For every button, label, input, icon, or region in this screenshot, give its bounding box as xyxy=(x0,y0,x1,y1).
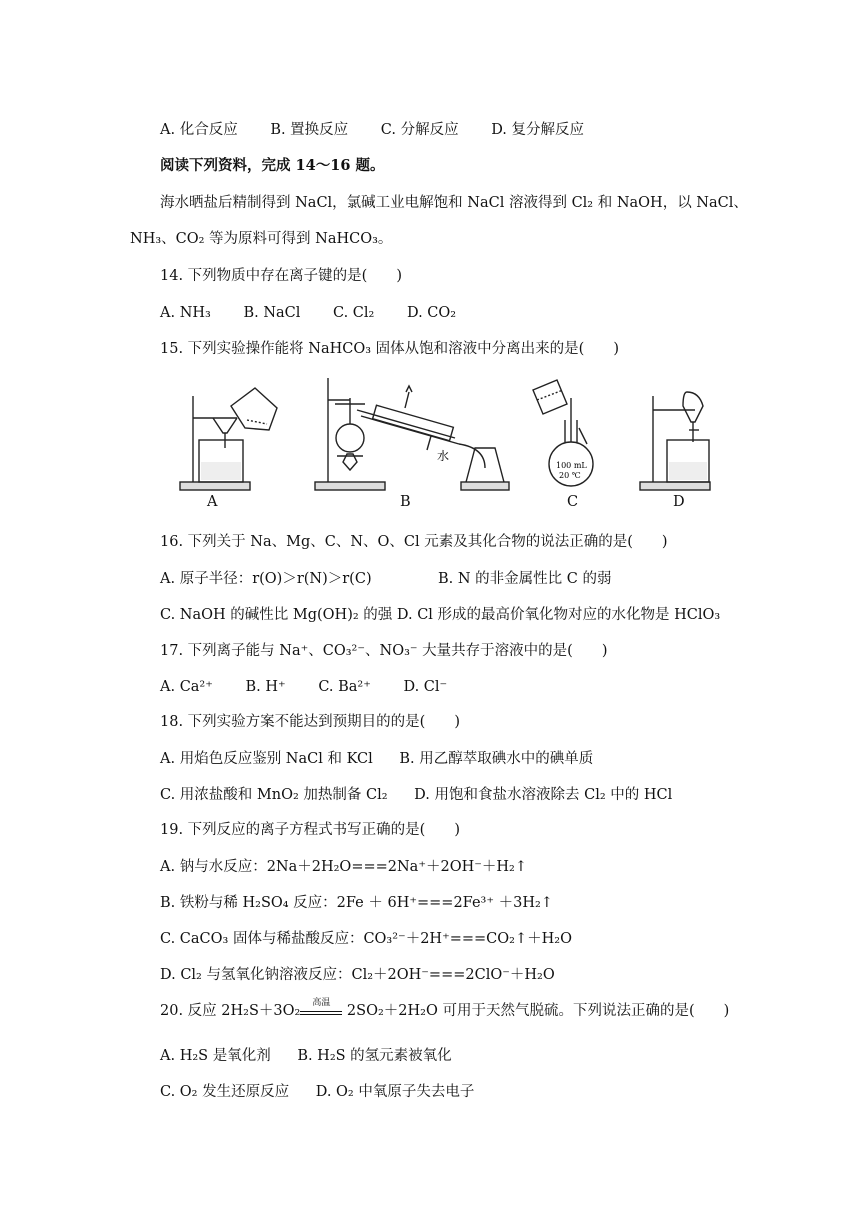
q20-stem xyxy=(160,998,730,1021)
reading-text-2: NH₃、CO₂ 等为原料可得到 NaHCO₃。 xyxy=(130,231,393,247)
reaction-arrow xyxy=(300,998,342,1015)
q19-option-b: B. 铁粉与稀 H₂SO₄ 反应：2Fe ＋ 6H⁺===2Fe³⁺ ＋3H₂↑ xyxy=(160,895,553,911)
flask-label-temp: 20 ℃ xyxy=(559,471,581,480)
q18-options-ab xyxy=(160,749,593,769)
option: C. Cl₂ xyxy=(333,305,375,321)
apparatus-label-d: D xyxy=(673,494,685,510)
q20-stem-part2: 2SO₂＋2H₂O 可用于天然气脱硫。下列说法正确的是( ) xyxy=(342,1003,730,1019)
q19-option-a: A. 钠与水反应：2Na＋2H₂O===2Na⁺＋2OH⁻＋H₂↑ xyxy=(160,859,527,875)
q14-stem: 14. 下列物质中存在离子键的是( ) xyxy=(160,268,402,284)
reaction-condition: 高温 xyxy=(312,998,331,1008)
apparatus-d-separatory xyxy=(640,392,710,490)
apparatus-a-filtration xyxy=(180,388,277,490)
option: C. 用浓盐酸和 MnO₂ 加热制备 Cl₂ xyxy=(160,787,388,803)
q16-option-a: A. 原子半径：r(O)＞r(N)＞r(C) xyxy=(160,571,372,587)
q20-options-ab xyxy=(160,1046,452,1066)
option: B. NaCl xyxy=(243,305,301,321)
reading-header: 阅读下列资料，完成 14～16 题。 xyxy=(160,157,385,174)
q14-options xyxy=(160,303,456,323)
apparatus-label-b: B xyxy=(400,494,411,510)
reading-text-1: 海水晒盐后精制得到 NaCl，氯碱工业电解饱和 NaCl 溶液得到 Cl₂ 和 NaOH，以 NaCl、 xyxy=(160,195,748,211)
q20-options-cd xyxy=(160,1082,474,1102)
option: D. O₂ 中氧原子失去电子 xyxy=(315,1084,475,1100)
option: A. 用焰色反应鉴别 NaCl 和 KCl xyxy=(160,751,373,767)
option: D. CO₂ xyxy=(406,305,457,321)
q20-stem-part1: 20. 反应 2H₂S＋3O₂ xyxy=(160,1003,301,1019)
apparatus-figure xyxy=(175,378,735,518)
q18-options-cd xyxy=(160,785,672,805)
option: A. H₂S 是氧化剂 xyxy=(160,1048,271,1064)
apparatus-label-a: A xyxy=(207,494,218,510)
option: C. NaOH 的碱性比 Mg(OH)₂ 的强 xyxy=(160,607,393,623)
option: C. Ba²⁺ xyxy=(318,679,371,695)
q17-options xyxy=(160,677,447,697)
option: B. 用乙醇萃取碘水中的碘单质 xyxy=(399,751,594,767)
q16-options-cd xyxy=(160,605,720,625)
option: A. Ca²⁺ xyxy=(160,679,213,695)
option: A. NH₃ xyxy=(160,305,211,321)
q17-stem: 17. 下列离子能与 Na⁺、CO₃²⁻、NO₃⁻ 大量共存于溶液中的是( ) xyxy=(160,643,608,659)
q18-stem: 18. 下列实验方案不能达到预期目的的是( ) xyxy=(160,714,460,730)
option: B. H₂S 的氢元素被氧化 xyxy=(297,1048,452,1064)
q16-stem: 16. 下列关于 Na、Mg、C、N、O、Cl 元素及其化合物的说法正确的是( ) xyxy=(160,534,668,550)
apparatus-b-distillation xyxy=(315,378,509,490)
q15-stem: 15. 下列实验操作能将 NaHCO₃ 固体从饱和溶液中分离出来的是( ) xyxy=(160,341,619,357)
option: D. Cl 形成的最高价氧化物对应的水化物是 HClO₃ xyxy=(396,607,721,623)
q19-option-d: D. Cl₂ 与氢氧化钠溶液反应：Cl₂＋2OH⁻===2ClO⁻＋H₂O xyxy=(160,967,555,983)
option: D. 用饱和食盐水溶液除去 Cl₂ 中的 HCl xyxy=(414,787,673,803)
option: B. H⁺ xyxy=(245,679,286,695)
q19-option-c: C. CaCO₃ 固体与稀盐酸反应：CO₃²⁻＋2H⁺===CO₂↑＋H₂O xyxy=(160,931,572,947)
q16-option-b: B. N 的非金属性比 C 的弱 xyxy=(438,571,612,587)
apparatus-label-c: C xyxy=(567,494,579,510)
option: A. 化合反应 xyxy=(160,122,238,138)
option: C. O₂ 发生还原反应 xyxy=(160,1084,290,1100)
flask-label-volume: 100 mL xyxy=(556,461,587,470)
q19-stem: 19. 下列反应的离子方程式书写正确的是( ) xyxy=(160,822,460,838)
water-label: 水 xyxy=(437,449,450,463)
option: D. 复分解反应 xyxy=(491,122,585,138)
option: C. 分解反应 xyxy=(380,122,459,138)
option: D. Cl⁻ xyxy=(403,679,448,695)
q13-options xyxy=(160,120,584,140)
option: B. 置换反应 xyxy=(270,122,349,138)
